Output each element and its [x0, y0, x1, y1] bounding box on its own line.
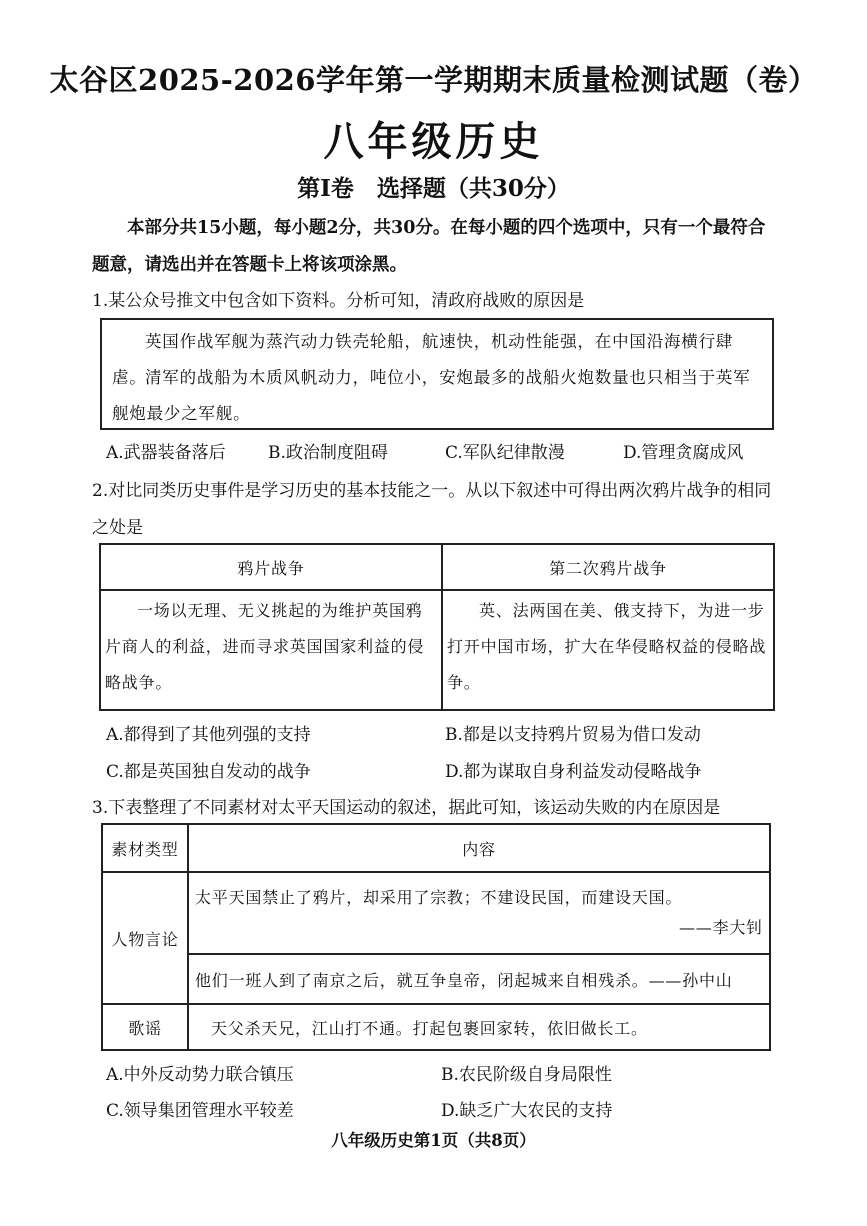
- exam-title: 太谷区2025-2026学年第一学期期末质量检测试题（卷）: [49, 63, 818, 97]
- table-cell: 英、法两国在美、俄支持下，为进一步打开中国市场，扩大在华侵略权益的侵略战争。: [442, 590, 774, 710]
- question-3-stem: 3.下表整理了不同素材对太平天国运动的叙述，据此可知，该运动失败的内在原因是: [92, 798, 721, 818]
- page-footer: 八年级历史第1页（共8页）: [331, 1131, 536, 1150]
- material-line-2: 清军的战船为木质风帆动力，吨位小，安炮最多的战船火炮数量也只相当于英军舰炮最少之军舰。: [112, 368, 751, 423]
- q3-option-b[interactable]: B.农民阶级自身局限性: [441, 1065, 612, 1085]
- q1-option-b[interactable]: B.政治制度阻碍: [268, 443, 388, 463]
- subject-title: 八年级历史: [323, 118, 544, 165]
- question-2-table: [99, 543, 775, 711]
- instructions: 本部分共15小题，每小题2分，共30分。在每小题的四个选项中，只有一个最符合题意，请选出并在答题卡上将该项涂黑。: [92, 218, 766, 275]
- quote-source: ——李大钊: [678, 918, 763, 937]
- q3-option-d[interactable]: D.缺乏广大农民的支持: [441, 1101, 613, 1121]
- q2-option-d[interactable]: D.都为谋取自身利益发动侵略战争: [445, 762, 702, 782]
- q1-option-a[interactable]: A.武器装备落后: [106, 443, 226, 463]
- q2-option-a[interactable]: A.都得到了其他列强的支持: [106, 725, 311, 745]
- table-header: 素材类型: [102, 824, 188, 872]
- question-1-material: [100, 318, 774, 430]
- table-cell: [188, 872, 770, 954]
- table-cell-type: 歌谣: [102, 1004, 188, 1050]
- q3-option-c[interactable]: C.领导集团管理水平较差: [106, 1101, 294, 1121]
- table-cell: 一场以无理、无义挑起的为维护英国鸦片商人的利益，进而寻求英国国家利益的侵略战争。: [100, 590, 442, 710]
- table-header: 内容: [188, 824, 770, 872]
- question-1-stem: 1.某公众号推文中包含如下资料。分析可知，清政府战败的原因是: [92, 291, 585, 311]
- q3-option-a[interactable]: A.中外反动势力联合镇压: [106, 1065, 294, 1085]
- q1-option-d[interactable]: D.管理贪腐成风: [623, 443, 744, 463]
- q2-option-b[interactable]: B.都是以支持鸦片贸易为借口发动: [445, 725, 701, 745]
- material-line-1: 英国作战军舰为蒸汽动力铁壳轮船，航速快，机动性能强，在中国沿海横行肆虐。: [112, 332, 734, 387]
- q2-option-c[interactable]: C.都是英国独自发动的战争: [106, 762, 311, 782]
- table-cell-type: 人物言论: [102, 872, 188, 1004]
- table-cell: 他们一班人到了南京之后，就互争皇帝，闭起城来自相残杀。——孙中山: [188, 954, 770, 1004]
- section-title: 第Ⅰ卷 选择题（共30分）: [297, 175, 570, 202]
- question-3-table: [101, 823, 771, 1051]
- q1-option-c[interactable]: C.军队纪律散漫: [445, 443, 565, 463]
- table-header: 鸦片战争: [100, 544, 442, 590]
- question-2-stem: 2.对比同类历史事件是学习历史的基本技能之一。从以下叙述中可得出两次鸦片战争的相同之处是: [92, 481, 772, 538]
- table-cell: 天父杀天兄，江山打不通。打起包裹回家转，依旧做长工。: [188, 1004, 770, 1050]
- quote-text: 太平天国禁止了鸦片，却采用了宗教；不建设民国，而建设天国。: [195, 888, 683, 907]
- table-header: 第二次鸦片战争: [442, 544, 774, 590]
